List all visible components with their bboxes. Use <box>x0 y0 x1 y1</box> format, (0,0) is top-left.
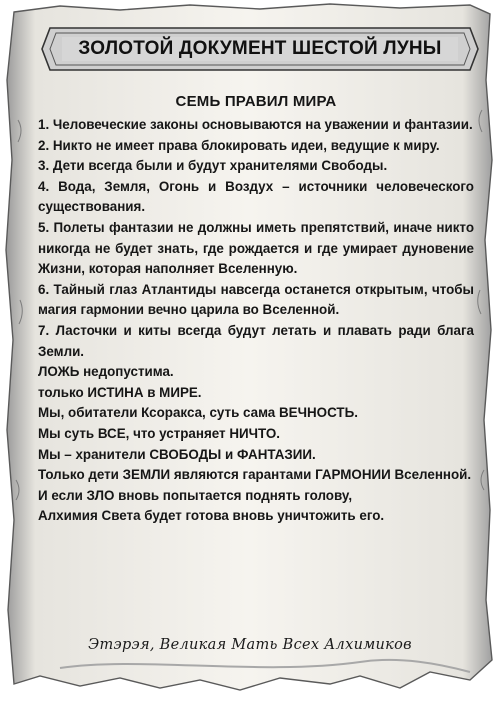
signature: Этэрэя, Великая Мать Всех Алхимиков <box>88 637 412 653</box>
banner-title: ЗОЛОТОЙ ДОКУМЕНТ ШЕСТОЙ ЛУНЫ <box>78 38 442 59</box>
rule-item: 6. Тайный глаз Атлантиды навсегда останется открытым, чтобы магия гармонии вечно царила во Вселенной. <box>38 281 474 318</box>
declaration-line: Только дети ЗЕМЛИ являются гарантами ГАРМОНИИ Вселенной. <box>38 467 472 483</box>
document-body <box>38 92 474 527</box>
declaration-line: Мы – хранители СВОБОДЫ и ФАНТАЗИИ. <box>38 446 316 462</box>
declaration-line: И если ЗЛО вновь попытается поднять голову, <box>38 487 353 503</box>
declaration-line: ЛОЖЬ недопустима. <box>38 364 174 380</box>
declaration-line: Мы, обитатели Ксоракса, суть сама ВЕЧНОСТЬ. <box>38 405 358 421</box>
title-banner <box>40 24 480 74</box>
rule-item: 3. Дети всегда были и будут хранителями Свободы. <box>38 158 388 174</box>
declaration-line: Алхимия Света будет готова вновь уничтожить его. <box>38 508 385 524</box>
rule-item: 2. Никто не имеет права блокировать идеи, ведущие к миру. <box>38 137 440 153</box>
rule-item: 1. Человеческие законы основываются на уважении и фантазии. <box>38 117 473 132</box>
rule-item: 4. Вода, Земля, Огонь и Воздух – источники человеческого существования. <box>38 178 474 215</box>
rule-item: 7. Ласточки и киты всегда будут летать и плавать ради блага Земли. <box>38 322 474 359</box>
declaration-line: только ИСТИНА в МИРЕ. <box>38 384 202 400</box>
declaration-line: Мы суть ВСЕ, что устраняет НИЧТО. <box>38 425 281 441</box>
rule-item: 5. Полеты фантазии не должны иметь препятствий, иначе никто никогда не будет знать, где рождается и где умирает дуновение Жизни, которая наполняет Вселенную. <box>38 219 474 277</box>
rules-heading: СЕМЬ ПРАВИЛ МИРА <box>175 93 337 110</box>
